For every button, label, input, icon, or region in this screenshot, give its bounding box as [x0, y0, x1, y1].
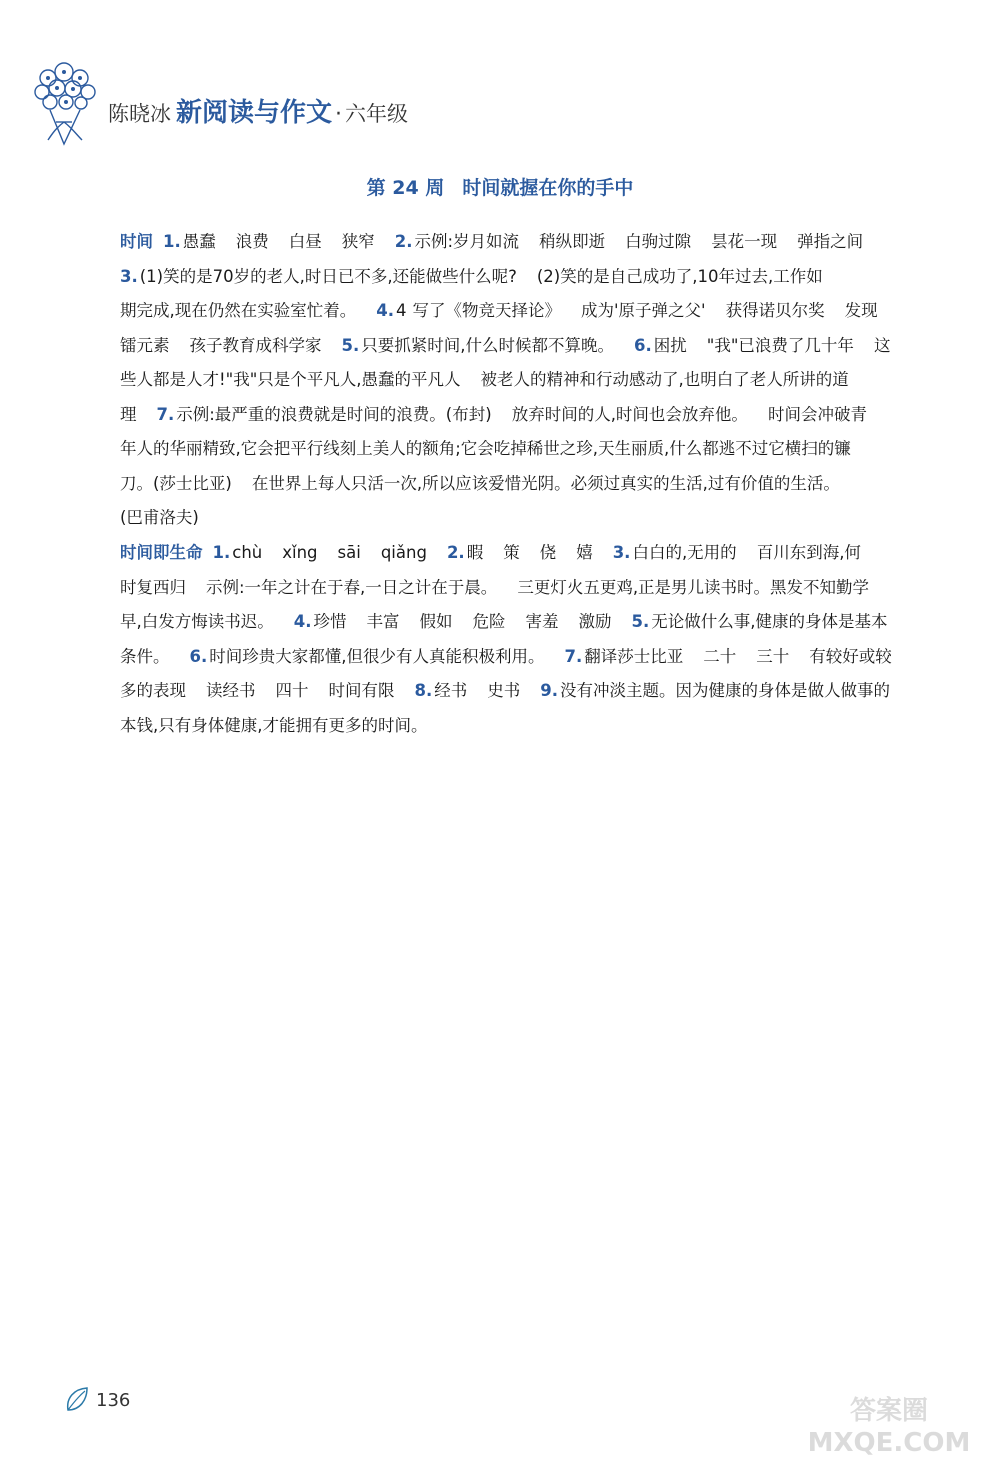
week-theme: 时间就握在你的手中	[462, 177, 634, 199]
answer-text: 4	[396, 301, 407, 320]
answer-text: (1)笑的是70岁的老人,时日已不多,还能做些什么呢?	[139, 266, 517, 286]
answer-line	[120, 467, 910, 502]
answer-line	[120, 536, 910, 571]
question-number: 3.	[120, 266, 138, 286]
answer-text: 时间会冲破青	[767, 404, 867, 424]
answer-text: 愚蠢	[182, 232, 216, 251]
answer-text: 昙花一现	[711, 232, 778, 251]
answer-text: 发现	[844, 301, 878, 320]
question-number: 5.	[631, 612, 650, 631]
answer-text: 珍惜	[313, 612, 347, 631]
week-label: 第 24 周	[366, 177, 445, 199]
answer-text: 这	[873, 335, 891, 355]
answer-text: "我"已浪费了几十年	[706, 335, 854, 355]
answer-text: 读经书	[206, 681, 256, 700]
book-header	[108, 92, 408, 128]
answer-text: 早,白发方悔读书迟。	[120, 612, 274, 631]
watermark-logo	[794, 1385, 984, 1465]
answer-text: 弹指之间	[797, 232, 864, 251]
answer-text: 侥	[539, 543, 557, 562]
answer-text: 年人的华丽精致,它会把平行线刻上美人的额角;它会吃掉稀世之珍,天生丽质,什么都逃不过它横扫的镰	[120, 439, 851, 458]
question-number: 8.	[414, 681, 433, 700]
answer-text: 白白的,无用的	[632, 543, 737, 562]
answer-text: 狭窄	[341, 232, 375, 251]
question-number: 5.	[341, 335, 360, 355]
answer-text: 四十	[275, 681, 309, 700]
answer-text: 没有冲淡主题。因为健康的身体是做人做事的	[560, 681, 890, 700]
answer-text: 危险	[472, 612, 506, 631]
header-author: 陈晓冰	[108, 102, 171, 126]
answer-line	[120, 709, 910, 744]
leaf-icon	[64, 1386, 90, 1414]
question-number: 3.	[612, 543, 631, 562]
answer-text: 白驹过隙	[625, 232, 692, 251]
answer-text: sāi	[337, 543, 361, 562]
answer-line	[120, 294, 910, 329]
section-label: 时间即生命	[120, 543, 203, 562]
answer-text: 理	[120, 404, 137, 424]
watermark-line2: MXQE.COM	[807, 1428, 971, 1458]
answer-line	[120, 432, 910, 467]
answer-text: 刀。(莎士比亚)	[120, 473, 232, 493]
question-number: 6.	[189, 646, 208, 666]
answer-text: 白昼	[288, 232, 322, 251]
header-series-title: 新阅读与作文	[176, 98, 333, 128]
answer-text: 史书	[487, 681, 521, 700]
answer-text: 三更灯火五更鸡,正是男儿读书时。黑发不知勤学	[517, 577, 870, 597]
answer-line	[120, 363, 910, 398]
answer-line	[120, 640, 910, 675]
answer-section-time-is-life	[120, 536, 910, 743]
question-number: 2.	[446, 543, 465, 562]
answer-text: 条件。	[120, 646, 170, 666]
answer-text: 时间有限	[328, 681, 395, 700]
question-number: 9.	[540, 681, 558, 700]
header-grade: 六年级	[345, 102, 409, 126]
answer-text: 二十	[703, 646, 737, 666]
header-separator: ·	[335, 102, 343, 127]
answer-text: 害羞	[525, 612, 559, 631]
answer-section-time	[120, 225, 910, 536]
answer-line	[120, 571, 910, 606]
answer-line	[120, 225, 910, 260]
answer-text: 经书	[434, 681, 468, 700]
answer-text: 三十	[756, 646, 790, 666]
answer-text: xǐng	[282, 543, 318, 562]
section-label: 时间	[120, 232, 153, 251]
answer-line	[120, 674, 910, 709]
question-number: 7.	[156, 404, 175, 424]
answer-text: 百川东到海,何	[756, 543, 861, 562]
answer-text: 被老人的精神和行动感动了,也明白了老人所讲的道	[480, 370, 849, 389]
answer-text: (巴甫洛夫)	[120, 508, 199, 527]
answer-text: 在世界上每人只活一次,所以应该爱惜光阴。必须过真实的生活,过有价值的生活。	[251, 473, 840, 493]
answer-line	[120, 398, 910, 433]
page-number: 136	[96, 1389, 131, 1411]
answer-text: 翻译莎士比亚	[584, 646, 684, 666]
answer-text: 浪费	[235, 232, 269, 251]
answer-text: 获得诺贝尔奖	[725, 301, 825, 320]
flower-bouquet-logo	[26, 58, 104, 150]
answer-text: 丰富	[366, 612, 400, 631]
answer-text: 有较好或较	[809, 646, 892, 666]
answer-line	[120, 329, 910, 364]
answer-text: 些人都是人才!"我"只是个平凡人,愚蠢的平凡人	[120, 370, 461, 389]
week-title	[0, 173, 1000, 200]
answer-text: 只要抓紧时间,什么时候都不算晚。	[361, 335, 614, 355]
answer-text: 时复西归	[120, 577, 186, 597]
page-footer	[64, 1384, 130, 1416]
answer-text: 假如	[419, 612, 453, 631]
answer-text: 示例:最严重的浪费就是时间的浪费。(布封)	[176, 404, 492, 424]
question-number: 1.	[212, 543, 231, 562]
answer-line	[120, 605, 910, 640]
answer-text: 困扰	[653, 335, 687, 355]
answer-text: (2)笑的是自己成功了,10年过去,工作如	[536, 266, 823, 286]
answer-text: 孩子教育成科学家	[189, 335, 322, 355]
answer-text: 本钱,只有身体健康,才能拥有更多的时间。	[120, 715, 428, 735]
answer-text: 嬉	[576, 543, 593, 562]
answer-text: 示例:一年之计在于春,一日之计在于晨。	[206, 577, 498, 597]
answer-text: 时间珍贵大家都懂,但很少有人真能积极利用。	[209, 646, 545, 666]
answer-line	[120, 501, 910, 536]
answer-text: 期完成,现在仍然在实验室忙着。	[120, 301, 357, 320]
answer-text: chù	[232, 543, 263, 562]
question-number: 7.	[564, 646, 583, 666]
question-number: 4.	[293, 612, 312, 631]
answer-text: 写了《物竞天择论》	[412, 301, 561, 320]
watermark-line1: 答案圈	[849, 1396, 929, 1426]
answer-line	[120, 260, 910, 295]
answer-text: 示例:岁月如流	[414, 232, 520, 251]
answer-text: 无论做什么事,健康的身体是基本	[651, 612, 888, 631]
answer-text: 镭元素	[120, 335, 170, 355]
answer-text: 放弃时间的人,时间也会放弃他。	[511, 404, 748, 424]
question-number: 6.	[634, 335, 652, 355]
question-number: 2.	[394, 232, 413, 251]
answer-text: 稍纵即逝	[539, 232, 606, 251]
answer-text: qiǎng	[380, 543, 427, 562]
question-number: 1.	[163, 232, 181, 251]
answer-text: 暇	[466, 543, 484, 562]
question-number: 4.	[376, 301, 394, 320]
answer-text: 成为'原子弹之父'	[581, 301, 706, 320]
answer-text: 策	[503, 543, 520, 562]
answer-text: 多的表现	[120, 681, 186, 700]
answer-text: 激励	[578, 612, 612, 631]
